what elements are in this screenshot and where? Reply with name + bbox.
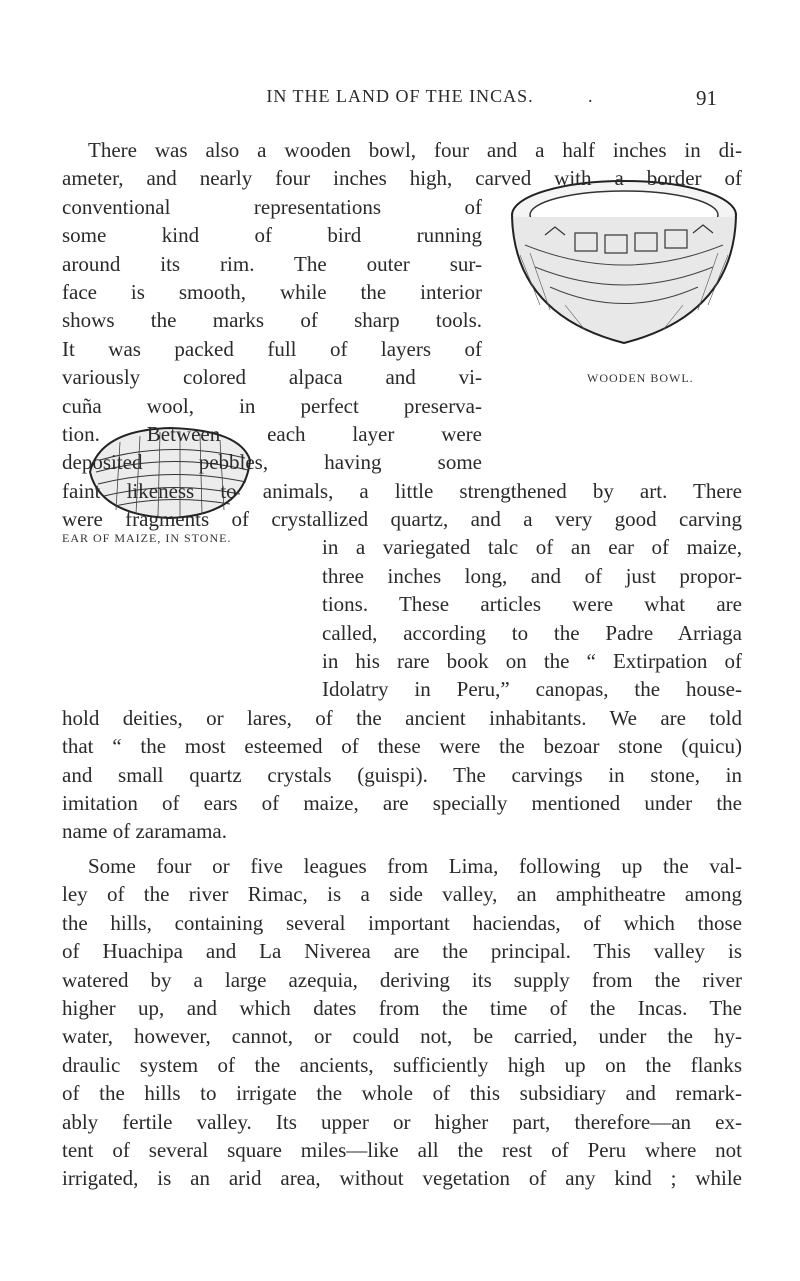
text-line: deposited pebbles, having some	[62, 450, 482, 475]
text-line: around its rim. The outer sur-	[62, 251, 482, 276]
text-line: ably fertile valley. Its upper or higher part, therefore—an ex-	[62, 1109, 742, 1134]
text-line: in a variegated talc of an ear of maize,	[322, 535, 742, 560]
text-line: tion. Between each layer were	[62, 421, 482, 446]
text-line: water, however, cannot, or could not, be carried, under the hy-	[62, 1024, 742, 1049]
maize-caption: EAR OF MAIZE, IN STONE.	[62, 531, 232, 545]
text-line: called, according to the Padre Arriaga	[322, 620, 742, 645]
text-line: ameter, and nearly four inches high, carved with a border of	[62, 166, 742, 191]
text-line: in his rare book on the “ Extirpation of	[322, 649, 742, 674]
text-line: imitation of ears of maize, are specially mentioned under the	[62, 790, 742, 815]
text-line: were fragments of crystallized quartz, and a very good carving	[62, 507, 742, 532]
text-line: conventional representations of	[62, 194, 482, 219]
text-line: watered by a large azequia, deriving its supply from the river	[62, 967, 742, 992]
text-line: that “ the most esteemed of these were the bezoar stone (quicu)	[62, 734, 742, 759]
running-title: IN THE LAND OF THE INCAS.	[266, 86, 534, 106]
paragraph-1	[62, 136, 742, 846]
wooden-bowl-caption: WOODEN BOWL.	[587, 371, 694, 385]
text-line: shows the marks of sharp tools.	[62, 308, 482, 333]
text-line: of the hills to irrigate the whole of this subsidiary and remark-	[62, 1081, 742, 1106]
text-line: There was also a wooden bowl, four and a half inches in di-	[88, 138, 742, 162]
header-separator: .	[588, 86, 593, 106]
text-line: higher up, and which dates from the time of the Incas. The	[62, 995, 742, 1020]
text-line: face is smooth, while the interior	[62, 279, 482, 304]
text-line: three inches long, and of just propor-	[322, 563, 742, 588]
text-line: of Huachipa and La Niverea are the principal. This valley is	[62, 939, 742, 964]
text-line: variously colored alpaca and vi-	[62, 365, 482, 390]
text-line: faint likeness to animals, a little strengthened by art. There	[62, 478, 742, 503]
text-line: cuña wool, in perfect preserva-	[62, 393, 482, 418]
text-line: It was packed full of layers of	[62, 336, 482, 361]
paragraph-3	[62, 852, 742, 1193]
text-line: some kind of bird running	[62, 223, 482, 248]
text-line: and small quartz crystals (guispi). The carvings in stone, in	[62, 762, 742, 787]
text-line: hold deities, or lares, of the ancient inhabitants. We are told	[62, 705, 742, 730]
text-line: irrigated, is an arid area, without vegetation of any kind ; while	[62, 1166, 742, 1191]
text-line: tions. These articles were what are	[322, 592, 742, 617]
text-line: draulic system of the ancients, sufficiently high up on the flanks	[62, 1052, 742, 1077]
page-number: 91	[696, 86, 717, 110]
text-line: the hills, containing several important haciendas, of which those	[62, 910, 742, 935]
text-line: name of zaramama.	[62, 819, 227, 844]
running-header	[0, 86, 800, 116]
text-line: tent of several square miles—like all the rest of Peru where not	[62, 1137, 742, 1162]
text-line: ley of the river Rimac, is a side valley, an amphitheatre among	[62, 882, 742, 907]
text-line: Some four or five leagues from Lima, following up the val-	[88, 854, 742, 878]
text-line: Idolatry in Peru,” canopas, the house-	[322, 677, 742, 702]
